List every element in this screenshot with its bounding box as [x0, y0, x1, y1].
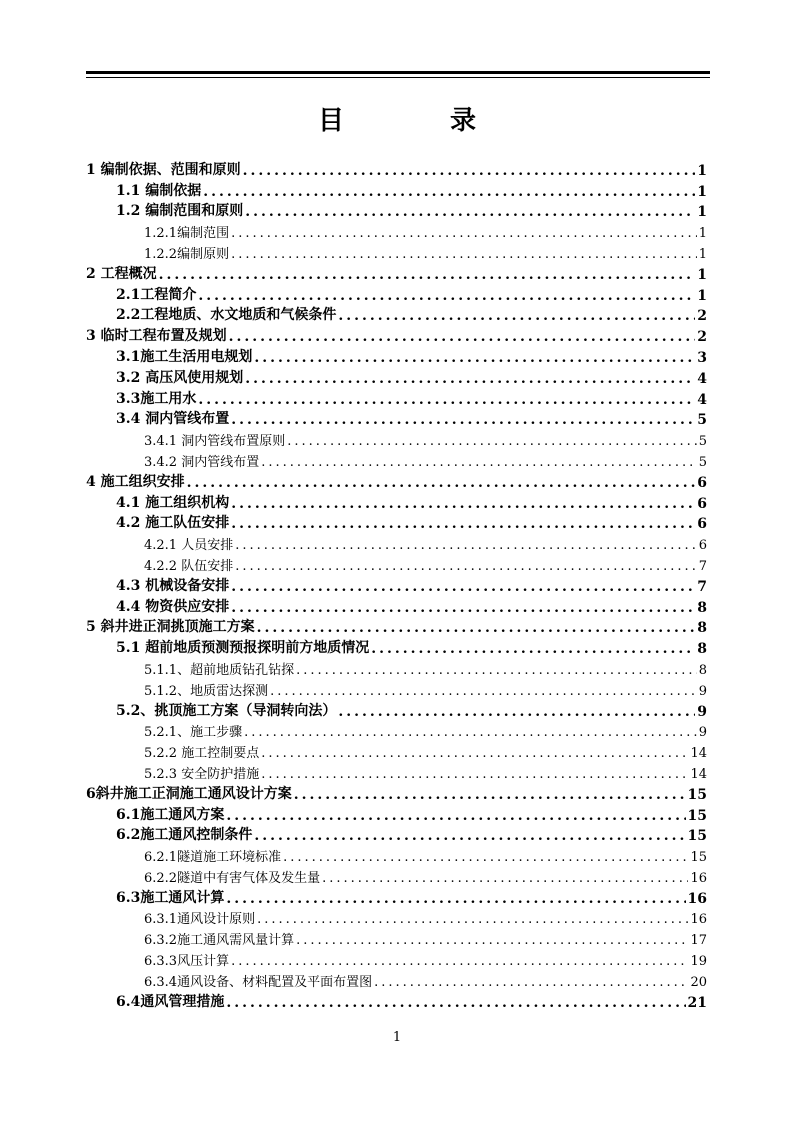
- toc-entry[interactable]: [86, 304, 707, 325]
- toc-entry-title: 2 工程概况: [86, 265, 157, 282]
- toc-leader-dots: [231, 516, 695, 532]
- toc-entry-title: 5.2、挑顶施工方案（导洞转向法）: [116, 702, 337, 719]
- toc-leader-dots: [287, 434, 697, 449]
- toc-entry-title: 5.2.2 施工控制要点: [144, 746, 260, 762]
- header-rule-thin: [86, 77, 710, 78]
- toc-entry-title: 1.2 编制范围和原则: [116, 203, 244, 220]
- toc-entry-title: 1 编制依据、范围和原则: [86, 161, 241, 178]
- toc-entry[interactable]: [86, 158, 707, 179]
- toc-entry-page: 5: [698, 434, 707, 450]
- toc-entry[interactable]: [86, 200, 707, 221]
- toc-entry-page: 14: [690, 746, 707, 762]
- toc-leader-dots: [257, 912, 688, 927]
- toc-entry-title: 3.4 洞内管线布置: [116, 411, 230, 428]
- toc-entry-title: 4 施工组织安排: [86, 473, 185, 490]
- toc-entry-title: 1.1 编制依据: [116, 182, 202, 199]
- toc-entry-title: 6.3.3风压计算: [144, 954, 230, 970]
- toc-entry-title: 6.3.4通风设备、材料配置及平面布置图: [144, 974, 373, 990]
- toc-entry[interactable]: [86, 678, 707, 699]
- toc-leader-dots: [235, 538, 697, 553]
- toc-entry[interactable]: [86, 740, 707, 761]
- toc-entry-title: 3 临时工程布置及规划: [86, 328, 227, 345]
- toc-entry-title: 6.2.2隧道中有害气体及发生量: [144, 870, 321, 886]
- toc-entry[interactable]: [86, 657, 707, 678]
- toc-entry-title: 3.3施工用水: [116, 390, 197, 407]
- toc-leader-dots: [257, 620, 696, 636]
- toc-entry-page: 7: [698, 558, 707, 574]
- toc-leader-dots: [231, 954, 688, 969]
- toc-leader-dots: [296, 663, 697, 678]
- toc-entry-page: 6: [697, 516, 707, 533]
- toc-entry-page: 16: [687, 890, 707, 907]
- toc-entry-page: 16: [690, 870, 707, 886]
- toc-entry-title: 6.3.2施工通风需风量计算: [144, 933, 295, 949]
- toc-leader-dots: [261, 767, 688, 782]
- toc-leader-dots: [198, 288, 695, 304]
- toc-entry-page: 9: [698, 683, 707, 699]
- toc-leader-dots: [338, 308, 695, 324]
- toc-entry[interactable]: [86, 595, 707, 616]
- toc-entry-page: 1: [697, 204, 707, 221]
- toc-entry-page: 3: [697, 349, 707, 366]
- toc-entry[interactable]: [86, 449, 707, 470]
- toc-entry-title: 3.2 高压风使用规划: [116, 369, 244, 386]
- toc-entry-page: 1: [698, 246, 707, 262]
- toc-entry[interactable]: [86, 886, 707, 907]
- toc-entry-page: 2: [697, 329, 707, 346]
- toc-entry-title: 4.1 施工组织机构: [116, 494, 230, 511]
- toc-leader-dots: [229, 329, 696, 345]
- toc-entry-page: 21: [687, 994, 707, 1011]
- table-of-contents: [86, 158, 707, 1011]
- toc-entry-title: 6.2施工通风控制条件: [116, 827, 253, 844]
- toc-leader-dots: [254, 828, 685, 844]
- toc-entry-page: 15: [687, 807, 707, 824]
- toc-entry-page: 5: [698, 454, 707, 470]
- toc-entry-page: 5: [697, 412, 707, 429]
- toc-entry-page: 15: [690, 850, 707, 866]
- toc-entry-title: 2.2工程地质、水文地质和气候条件: [116, 307, 337, 324]
- toc-leader-dots: [294, 787, 686, 803]
- toc-entry[interactable]: [86, 262, 707, 283]
- toc-entry-title: 5.2.1、施工步骤: [144, 725, 243, 741]
- toc-entry-title: 2.1工程简介: [116, 286, 197, 303]
- toc-entry-page: 1: [697, 287, 707, 304]
- toc-entry-page: 8: [697, 641, 707, 658]
- toc-entry-title: 5 斜井进正洞挑顶施工方案: [86, 619, 255, 636]
- toc-entry-title: 4.3 机械设备安排: [116, 577, 230, 594]
- toc-leader-dots: [231, 600, 695, 616]
- toc-entry-page: 20: [690, 974, 707, 990]
- toc-leader-dots: [243, 163, 696, 179]
- page-number: 1: [392, 1030, 402, 1045]
- toc-entry-page: 19: [690, 954, 707, 970]
- toc-entry[interactable]: [86, 512, 707, 533]
- toc-leader-dots: [198, 392, 695, 408]
- toc-entry-title: 5.1.2、地质雷达探测: [144, 683, 269, 699]
- toc-leader-dots: [254, 350, 695, 366]
- toc-entry[interactable]: [86, 324, 707, 345]
- toc-leader-dots: [244, 725, 697, 740]
- toc-entry[interactable]: [86, 366, 707, 387]
- toc-leader-dots: [270, 684, 697, 699]
- toc-entry-page: 1: [697, 266, 707, 283]
- toc-entry[interactable]: [86, 408, 707, 429]
- toc-entry-page: 6: [697, 495, 707, 512]
- toc-leader-dots: [226, 995, 685, 1011]
- toc-entry-page: 8: [697, 620, 707, 637]
- toc-entry-page: 6: [697, 474, 707, 491]
- toc-leader-dots: [296, 933, 688, 948]
- toc-entry[interactable]: [86, 532, 707, 553]
- toc-entry-page: 9: [697, 703, 707, 720]
- toc-entry-page: 9: [698, 725, 707, 741]
- toc-entry[interactable]: [86, 990, 707, 1011]
- toc-entry[interactable]: [86, 720, 707, 741]
- toc-entry[interactable]: [86, 948, 707, 969]
- page-title: 目 录: [317, 106, 516, 136]
- toc-entry-title: 6斜井施工正洞施工通风设计方案: [86, 785, 292, 802]
- toc-entry-page: 14: [690, 766, 707, 782]
- toc-leader-dots: [226, 891, 685, 907]
- toc-leader-dots: [245, 371, 695, 387]
- toc-entry-page: 2: [697, 308, 707, 325]
- toc-leader-dots: [283, 850, 688, 865]
- toc-entry-page: 8: [697, 599, 707, 616]
- toc-leader-dots: [338, 704, 695, 720]
- toc-entry-title: 5.1.1、超前地质钻孔钻探: [144, 662, 295, 678]
- toc-entry-page: 16: [690, 912, 707, 928]
- toc-entry[interactable]: [86, 470, 707, 491]
- toc-entry[interactable]: [86, 491, 707, 512]
- toc-entry[interactable]: [86, 220, 707, 241]
- toc-leader-dots: [235, 559, 697, 574]
- toc-leader-dots: [374, 975, 688, 990]
- toc-entry[interactable]: [86, 803, 707, 824]
- toc-entry[interactable]: [86, 761, 707, 782]
- toc-entry-title: 3.1施工生活用电规划: [116, 348, 253, 365]
- toc-leader-dots: [159, 267, 696, 283]
- toc-entry[interactable]: [86, 927, 707, 948]
- toc-entry-title: 1.2.2编制原则: [144, 246, 230, 262]
- toc-entry-title: 6.2.1隧道施工环境标准: [144, 850, 282, 866]
- toc-entry-page: 4: [697, 370, 707, 387]
- toc-leader-dots: [231, 579, 695, 595]
- toc-leader-dots: [322, 871, 688, 886]
- toc-entry-page: 15: [687, 786, 707, 803]
- toc-leader-dots: [371, 641, 695, 657]
- toc-leader-dots: [226, 808, 685, 824]
- toc-entry-page: 1: [697, 162, 707, 179]
- toc-entry-page: 7: [697, 578, 707, 595]
- toc-entry[interactable]: [86, 428, 707, 449]
- toc-entry-page: 8: [698, 662, 707, 678]
- toc-entry-title: 4.2.2 队伍安排: [144, 558, 234, 574]
- toc-entry-page: 1: [697, 183, 707, 200]
- toc-entry[interactable]: [86, 844, 707, 865]
- toc-leader-dots: [203, 184, 695, 200]
- toc-entry[interactable]: [86, 553, 707, 574]
- toc-entry-title: 6.3.1通风设计原则: [144, 912, 256, 928]
- toc-entry[interactable]: [86, 699, 707, 720]
- toc-entry[interactable]: [86, 387, 707, 408]
- toc-entry-title: 3.4.2 洞内管线布置: [144, 454, 260, 470]
- toc-leader-dots: [187, 475, 696, 491]
- toc-entry[interactable]: [86, 574, 707, 595]
- toc-leader-dots: [245, 204, 695, 220]
- toc-entry-title: 5.2.3 安全防护措施: [144, 766, 260, 782]
- header-rule-thick: [86, 71, 710, 74]
- toc-entry[interactable]: [86, 969, 707, 990]
- toc-entry-title: 3.4.1 洞内管线布置原则: [144, 434, 286, 450]
- toc-leader-dots: [231, 247, 697, 262]
- toc-entry-title: 1.2.1编制范围: [144, 226, 230, 242]
- toc-entry-title: 6.3施工通风计算: [116, 889, 225, 906]
- toc-entry-title: 4.2 施工队伍安排: [116, 515, 230, 532]
- toc-leader-dots: [261, 455, 697, 470]
- toc-entry-title: 6.4通风管理措施: [116, 993, 225, 1010]
- toc-entry-page: 1: [698, 226, 707, 242]
- toc-entry[interactable]: [86, 865, 707, 886]
- toc-entry-page: 6: [698, 538, 707, 554]
- toc-entry[interactable]: [86, 241, 707, 262]
- toc-entry-title: 4.4 物资供应安排: [116, 598, 230, 615]
- toc-leader-dots: [231, 496, 695, 512]
- toc-entry[interactable]: [86, 907, 707, 928]
- toc-entry-page: 17: [690, 933, 707, 949]
- toc-leader-dots: [231, 226, 697, 241]
- toc-entry-page: 4: [697, 391, 707, 408]
- toc-leader-dots: [231, 412, 695, 428]
- toc-entry[interactable]: [86, 283, 707, 304]
- toc-entry-title: 5.1 超前地质预测预报探明前方地质情况: [116, 640, 370, 657]
- toc-entry-title: 6.1施工通风方案: [116, 806, 225, 823]
- toc-entry-title: 4.2.1 人员安排: [144, 538, 234, 554]
- toc-entry-page: 15: [687, 828, 707, 845]
- toc-entry[interactable]: [86, 782, 707, 803]
- toc-entry[interactable]: [86, 636, 707, 657]
- toc-entry[interactable]: [86, 179, 707, 200]
- toc-leader-dots: [261, 746, 688, 761]
- toc-entry[interactable]: [86, 616, 707, 637]
- toc-entry[interactable]: [86, 345, 707, 366]
- toc-entry[interactable]: [86, 824, 707, 845]
